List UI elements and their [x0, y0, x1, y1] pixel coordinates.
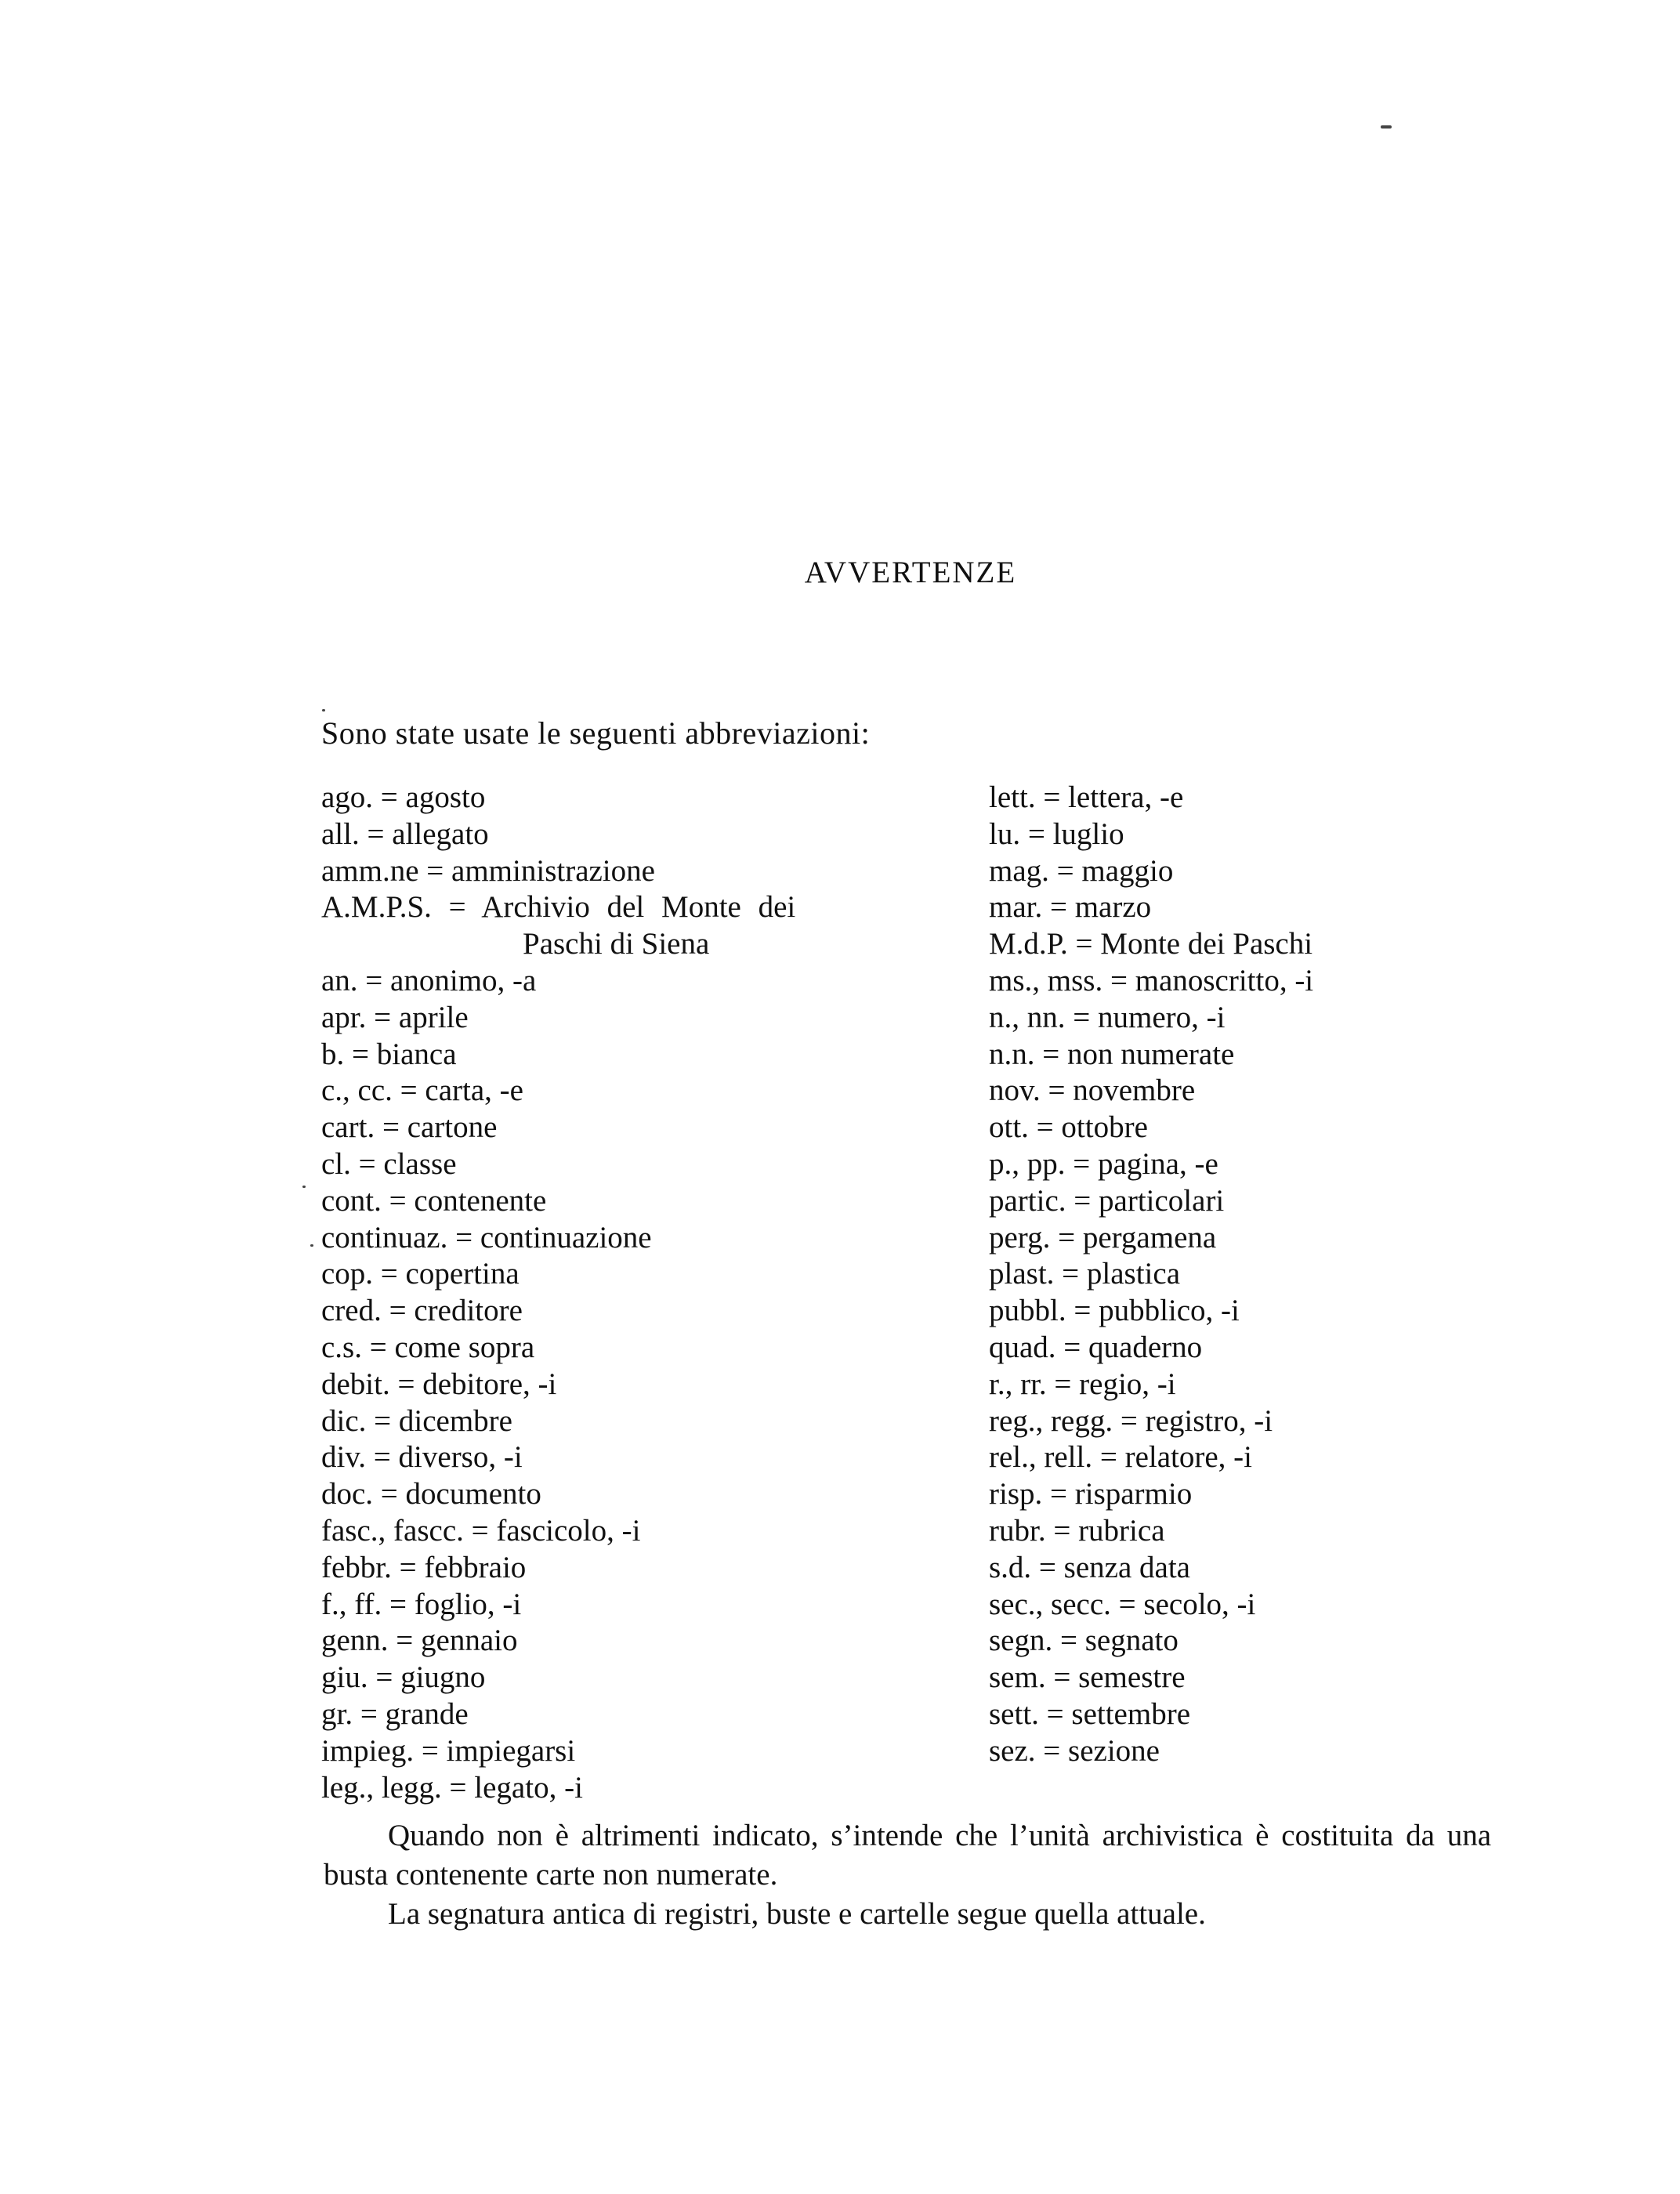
abbreviation-entry: rubr. = rubrica — [989, 1513, 1165, 1548]
abbreviation-entry: ago. = agosto — [321, 780, 486, 814]
abbreviation-entry: continuaz. = continuazione — [321, 1220, 652, 1254]
abbreviation-entry: risp. = risparmio — [989, 1477, 1193, 1512]
abbreviation-entry: ott. = ottobre — [989, 1110, 1148, 1145]
abbreviation-entry: perg. = pergamena — [989, 1220, 1217, 1254]
abbreviations-left-column — [321, 780, 870, 1806]
abbreviation-entry: cont. = contenente — [321, 1183, 547, 1218]
abbreviation-entry: b. = bianca — [321, 1037, 457, 1071]
abbreviation-entry-continuation: Paschi di Siena — [523, 927, 710, 961]
abbreviation-entry: cart. = cartone — [321, 1110, 498, 1145]
abbreviation-entry: gr. = grande — [321, 1696, 469, 1731]
abbreviation-entry: n.n. = non numerate — [989, 1037, 1235, 1071]
abbreviation-entry: cl. = classe — [321, 1146, 457, 1181]
abbreviation-entry: dic. = dicembre — [321, 1403, 512, 1438]
intro-text: Sono state usate le seguenti abbreviazioni: — [321, 715, 871, 751]
abbreviation-entry: n., nn. = numero, -i — [989, 1000, 1226, 1034]
closing-paragraph: Quando non è altrimenti indicato, s’intende che l’unità archivistica è costituita da una busta contenente carte non numerate. — [324, 1819, 1491, 1892]
abbreviation-entry: sett. = settembre — [989, 1696, 1191, 1731]
abbreviation-entry: leg., legg. = legato, -i — [321, 1770, 583, 1805]
abbreviation-entry: rel., rell. = relatore, -i — [989, 1440, 1252, 1475]
abbreviation-entry: div. = diverso, -i — [321, 1440, 523, 1475]
abbreviation-entry: an. = anonimo, -a — [321, 963, 537, 997]
abbreviation-entry: apr. = aprile — [321, 1000, 469, 1034]
abbreviation-entry: doc. = documento — [321, 1477, 541, 1512]
abbreviation-entry: r., rr. = regio, -i — [989, 1367, 1176, 1401]
abbreviation-entry: partic. = particolari — [989, 1183, 1225, 1218]
abbreviation-entry: fasc., fascc. = fascicolo, -i — [321, 1513, 641, 1548]
abbreviation-entry: c., cc. = carta, -e — [321, 1073, 523, 1108]
abbreviation-entry: plast. = plastica — [989, 1257, 1181, 1291]
abbreviation-entry: giu. = giugno — [321, 1660, 486, 1695]
scan-speck — [322, 709, 325, 711]
abbreviation-entry: sez. = sezione — [989, 1733, 1160, 1768]
abbreviation-entry: febbr. = febbraio — [321, 1550, 527, 1584]
abbreviations-right-column — [989, 780, 1459, 1770]
closing-notes — [324, 1816, 1491, 1934]
scan-speck — [1381, 125, 1392, 129]
abbreviation-entry: all. = allegato — [321, 816, 489, 851]
abbreviation-entry: sec., secc. = secolo, -i — [989, 1587, 1256, 1621]
abbreviation-entry: c.s. = come sopra — [321, 1330, 535, 1364]
abbreviation-entry: segn. = segnato — [989, 1624, 1179, 1658]
abbreviation-entry: cred. = creditore — [321, 1294, 523, 1328]
abbreviation-entry: pubbl. = pubblico, -i — [989, 1294, 1240, 1328]
abbreviation-entry: nov. = novembre — [989, 1073, 1196, 1108]
abbreviation-entry: amm.ne = amministrazione — [321, 853, 655, 888]
abbreviation-entry: f., ff. = foglio, -i — [321, 1587, 522, 1621]
abbreviation-entry: debit. = debitore, -i — [321, 1367, 557, 1401]
scan-speck — [310, 1244, 313, 1247]
abbreviation-entry: quad. = quaderno — [989, 1330, 1203, 1364]
abbreviation-entry: lett. = lettera, -e — [989, 780, 1184, 814]
abbreviation-entry: mar. = marzo — [989, 890, 1152, 925]
abbreviation-entry: M.d.P. = Monte dei Paschi — [989, 927, 1313, 961]
abbreviation-entry: lu. = luglio — [989, 816, 1124, 851]
abbreviation-entry: sem. = semestre — [989, 1660, 1186, 1695]
abbreviation-entry: cop. = copertina — [321, 1257, 520, 1291]
page-title: AVVERTENZE — [804, 556, 1017, 589]
abbreviation-entry: mag. = maggio — [989, 853, 1174, 888]
closing-paragraph: La segnatura antica di registri, buste e cartelle segue quella attuale. — [388, 1897, 1206, 1931]
abbreviation-entry: ms., mss. = manoscritto, -i — [989, 963, 1314, 997]
abbreviation-entry: genn. = gennaio — [321, 1624, 518, 1658]
abbreviation-entry: A.M.P.S. = Archivio del Monte dei — [321, 890, 796, 925]
abbreviation-entry: s.d. = senza data — [989, 1550, 1190, 1584]
abbreviation-entry: p., pp. = pagina, -e — [989, 1146, 1218, 1181]
abbreviation-entry: impieg. = impiegarsi — [321, 1733, 576, 1768]
abbreviation-entry: reg., regg. = registro, -i — [989, 1403, 1273, 1438]
scan-speck — [302, 1186, 306, 1188]
